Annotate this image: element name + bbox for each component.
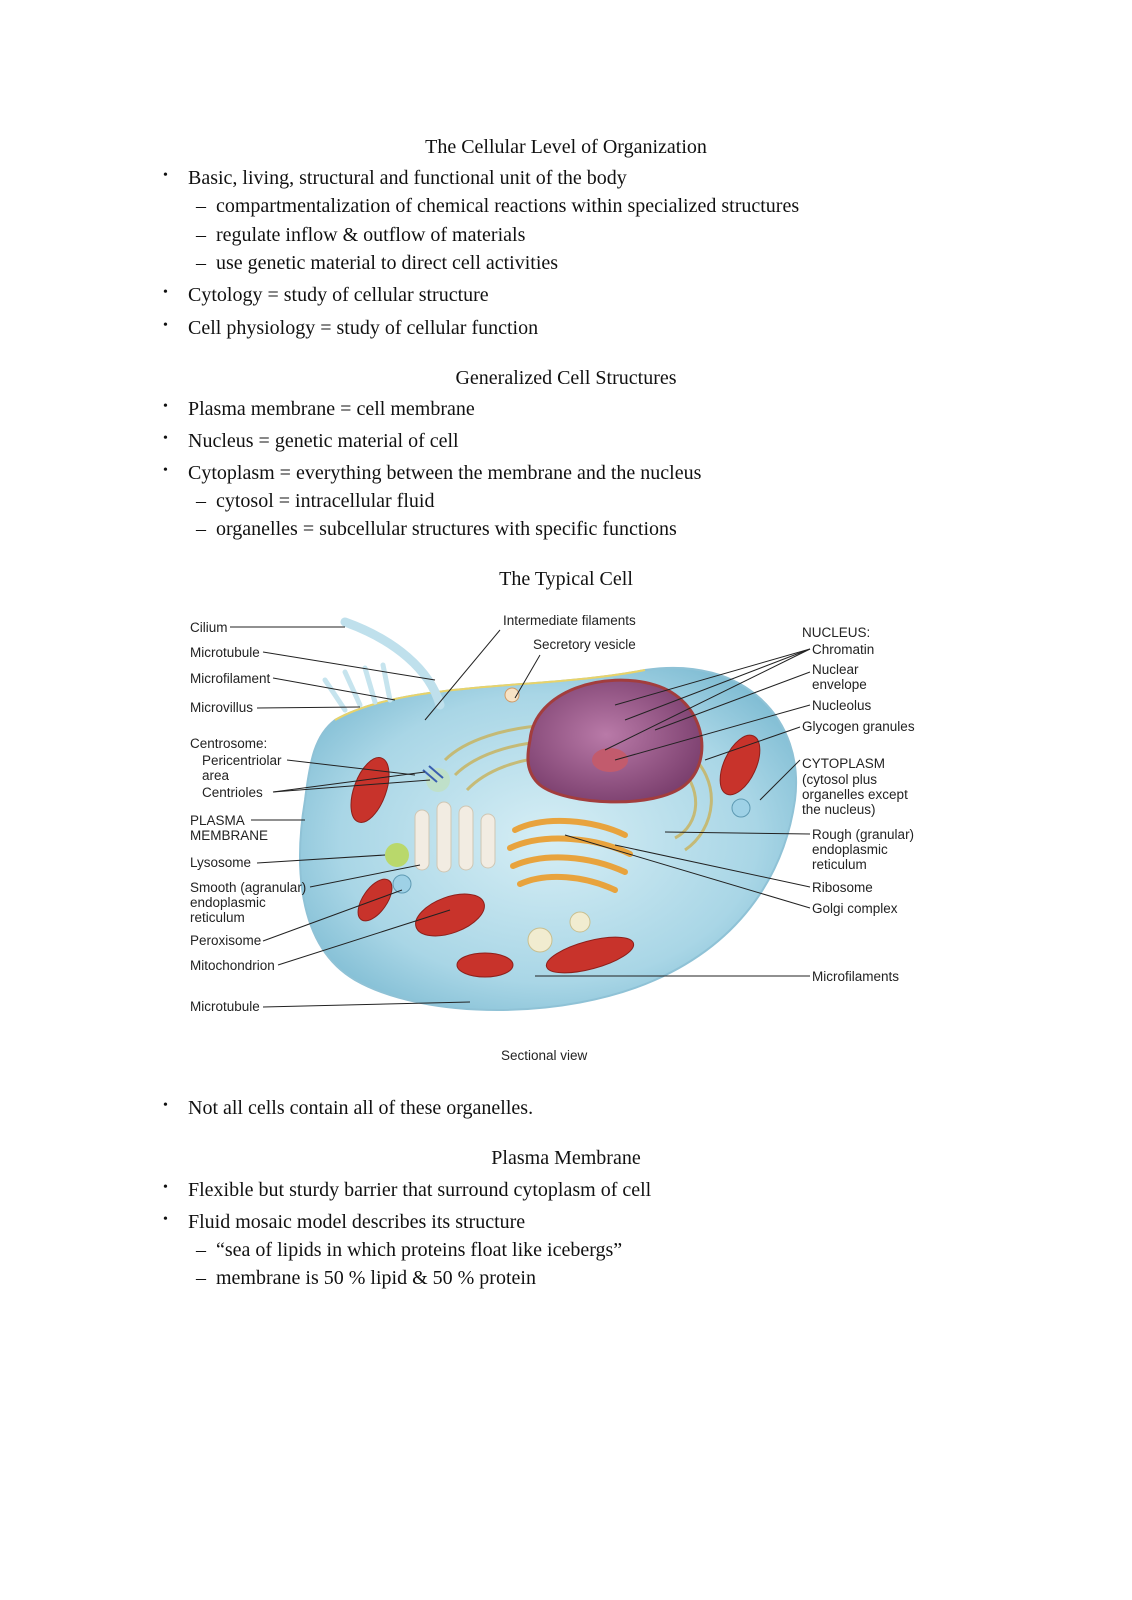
label-mitochondrion: Mitochondrion: [190, 958, 275, 973]
label-cytoplasm-2: (cytosol plus: [802, 772, 878, 787]
bullet-marker: •: [163, 399, 168, 414]
label-smooth-er-1: Smooth (agranular): [190, 880, 307, 895]
dash-marker: –: [196, 1267, 206, 1289]
sub-bullet-text: compartmentalization of chemical reactions within specialized structures: [216, 195, 800, 217]
sub-bullet-text: cytosol = intracellular fluid: [216, 490, 435, 512]
bullet-marker: •: [163, 1180, 168, 1195]
label-centrioles: Centrioles: [202, 785, 263, 800]
label-microfilament: Microfilament: [190, 671, 271, 686]
bullet-text: Nucleus = genetic material of cell: [188, 430, 459, 452]
sub-bullet-text: membrane is 50 % lipid & 50 % protein: [216, 1267, 536, 1289]
bullet-text: Not all cells contain all of these organelles.: [188, 1097, 534, 1119]
bullet-text: Cell physiology = study of cellular function: [188, 317, 539, 339]
bullet-marker: •: [163, 1098, 168, 1113]
label-pericentriolar-area: area: [202, 768, 230, 783]
bullet-text: Cytoplasm = everything between the membrane and the nucleus: [188, 462, 702, 484]
label-golgi-complex: Golgi complex: [812, 901, 898, 916]
dash-marker: –: [196, 195, 206, 217]
label-smooth-er-2: endoplasmic: [190, 895, 266, 910]
label-intermediate-filaments: Intermediate filaments: [503, 613, 636, 628]
label-ribosome: Ribosome: [812, 880, 873, 895]
label-chromatin: Chromatin: [812, 642, 875, 657]
bullet-marker: •: [163, 431, 168, 446]
label-nucleolus: Nucleolus: [812, 698, 872, 713]
nucleolus-shape: [592, 748, 628, 772]
bullet-text: Basic, living, structural and functional unit of the body: [188, 167, 627, 189]
label-peroxisome: Peroxisome: [190, 933, 262, 948]
sub-bullet-text: organelles = subcellular structures with specific functions: [216, 518, 677, 540]
bullet-text: Cytology = study of cellular structure: [188, 284, 489, 306]
label-cytoplasm: CYTOPLASM: [802, 756, 886, 771]
label-secretory-vesicle: Secretory vesicle: [533, 637, 636, 652]
figure-heading: The Typical Cell: [499, 568, 633, 590]
label-cytoplasm-4: the nucleus): [802, 802, 876, 817]
sub-bullet-text: “sea of lipids in which proteins float like icebergs”: [216, 1239, 623, 1261]
section-heading-cellular-organization: The Cellular Level of Organization: [425, 136, 707, 158]
label-nucleus: NUCLEUS:: [802, 625, 871, 640]
typical-cell-diagram: [185, 610, 935, 1070]
dash-marker: –: [196, 224, 206, 246]
label-nuclear: Nuclear: [812, 662, 859, 677]
label-membrane: MEMBRANE: [190, 828, 269, 843]
label-centrosome: Centrosome:: [190, 736, 268, 751]
label-microtubule-bottom: Microtubule: [190, 999, 260, 1014]
bullet-marker: •: [163, 1212, 168, 1227]
label-lysosome: Lysosome: [190, 855, 252, 870]
bullet-marker: •: [163, 168, 168, 183]
label-rough-er-3: reticulum: [812, 857, 867, 872]
label-microfilaments: Microfilaments: [812, 969, 900, 984]
bullet-text: Flexible but sturdy barrier that surround cytoplasm of cell: [188, 1179, 652, 1201]
label-rough-er-1: Rough (granular): [812, 827, 915, 842]
figure-caption: Sectional view: [501, 1048, 588, 1063]
label-microtubule-top: Microtubule: [190, 645, 260, 660]
label-plasma: PLASMA: [190, 813, 245, 828]
label-cilium: Cilium: [190, 620, 228, 635]
bullet-text: Plasma membrane = cell membrane: [188, 398, 475, 420]
dash-marker: –: [196, 518, 206, 540]
label-microvillus: Microvillus: [190, 700, 254, 715]
dash-marker: –: [196, 490, 206, 512]
label-envelope: envelope: [812, 677, 867, 692]
sub-bullet-text: use genetic material to direct cell activities: [216, 252, 559, 274]
bullet-text: Fluid mosaic model describes its structure: [188, 1211, 526, 1233]
label-rough-er-2: endoplasmic: [812, 842, 888, 857]
label-smooth-er-3: reticulum: [190, 910, 245, 925]
section-heading-generalized-structures: Generalized Cell Structures: [455, 367, 677, 389]
nucleus-shape: [528, 680, 702, 802]
dash-marker: –: [196, 1239, 206, 1261]
label-glycogen-granules: Glycogen granules: [802, 719, 915, 734]
sub-bullet-text: regulate inflow & outflow of materials: [216, 224, 526, 246]
dash-marker: –: [196, 252, 206, 274]
label-pericentriolar: Pericentriolar: [202, 753, 282, 768]
section-heading-plasma-membrane: Plasma Membrane: [491, 1147, 641, 1169]
bullet-marker: •: [163, 318, 168, 333]
label-cytoplasm-3: organelles except: [802, 787, 908, 802]
bullet-marker: •: [163, 463, 168, 478]
bullet-marker: •: [163, 285, 168, 300]
